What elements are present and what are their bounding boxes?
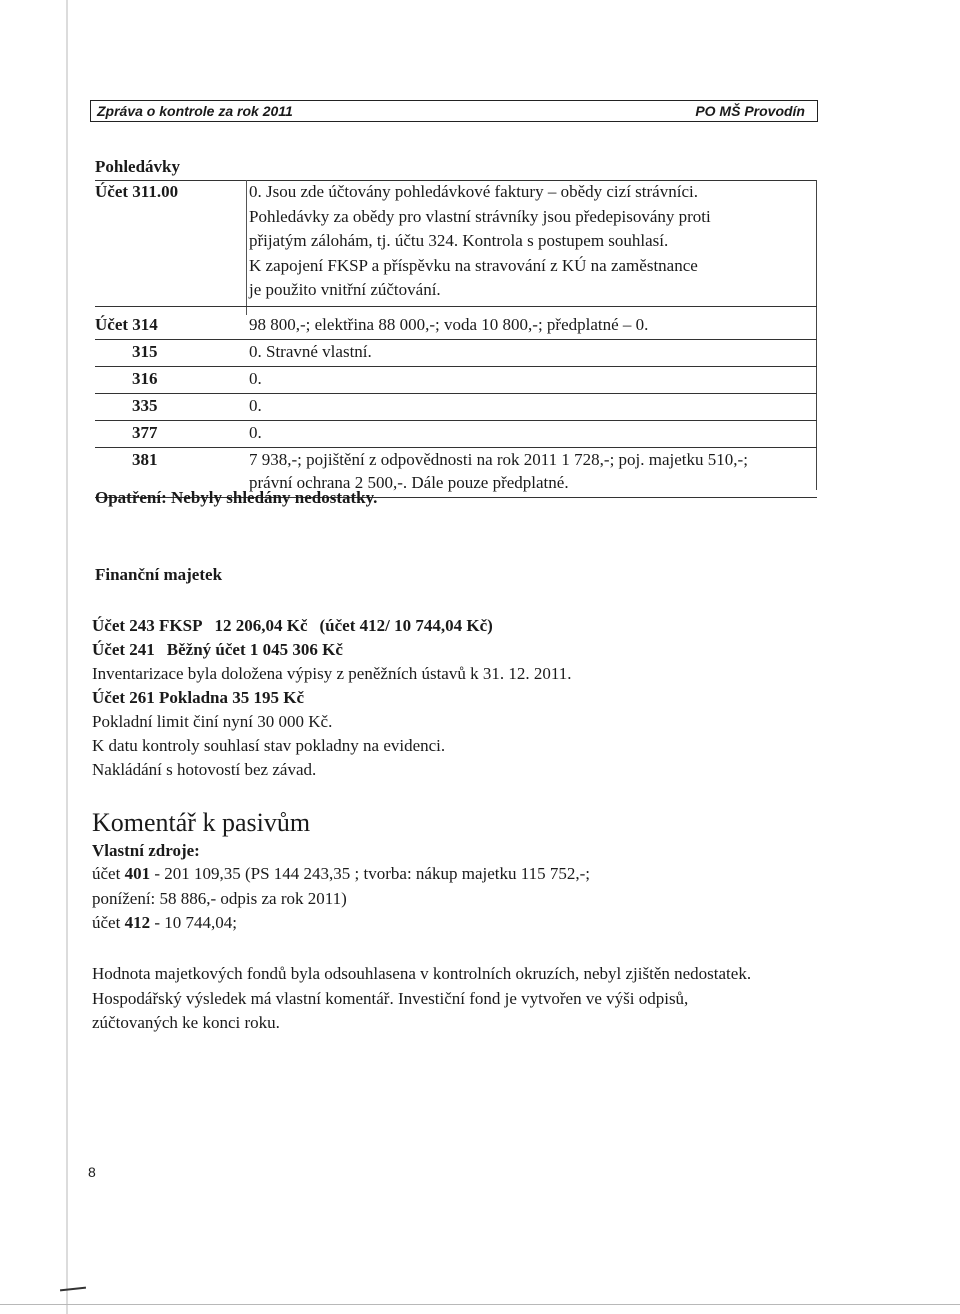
account-number: 335 — [132, 395, 158, 415]
amount: 12 206,04 Kč — [214, 616, 308, 635]
account-number: Účet 311.00 — [95, 182, 179, 201]
description-line: 0. Jsou zde účtovány pohledávkové faktury – obědy cizí strávníci. — [249, 182, 698, 201]
receivables-table — [95, 180, 817, 498]
table-row — [95, 421, 817, 448]
text-line: Hospodářský výsledek má vlastní komentář. Investiční fond je vytvořen ve výši odpisů, — [92, 988, 689, 1008]
page-bottom-line — [0, 1304, 960, 1305]
table-row — [95, 307, 817, 340]
account-number: 381 — [132, 449, 158, 469]
description-line: 7 938,-; pojištění z odpovědnosti na rok 2011 1 728,-; poj. majetku 510,-; — [249, 449, 748, 469]
account-number: 401 — [124, 864, 151, 883]
account-description: 98 800,-; elektřina 88 000,-; voda 10 800,-; předplatné – 0. — [249, 314, 649, 334]
section-title-receivables: Pohledávky — [95, 157, 181, 176]
page-number: 8 — [88, 1164, 96, 1180]
report-title: Zpráva o kontrole za rok 2011 — [97, 103, 293, 119]
measure-statement: Opatření: Nebyly shledány nedostatky. — [95, 488, 378, 507]
text-fragment: - 10 744,04; — [150, 913, 237, 932]
account-number: 316 — [132, 368, 158, 388]
account-description: 0. — [249, 422, 262, 442]
amount-note: (účet 412/ 10 744,04 Kč) — [319, 616, 493, 635]
text-line — [92, 862, 590, 887]
table-row — [95, 180, 817, 307]
description-line: právní ochrana 2 500,-. Dále pouze předplatné. — [249, 472, 569, 492]
account-number: 377 — [132, 422, 158, 442]
organization-name: PO MŠ Provodín — [695, 103, 805, 119]
report-header — [90, 100, 818, 122]
account-number: 315 — [132, 341, 158, 361]
text-fragment: - 201 109,35 (PS 144 243,35 ; tvorba: nákup majetku 115 752,-; — [150, 864, 590, 883]
text-line: zúčtovaných ke konci roku. — [92, 1013, 280, 1032]
text-line: ponížení: 58 886,- odpis za rok 2011) — [92, 888, 347, 908]
subsection-title-own-resources: Vlastní zdroje: — [92, 841, 200, 860]
table-row — [95, 394, 817, 421]
text-line: Inventarizace byla doložena výpisy z peněžních ústavů k 31. 12. 2011. — [92, 664, 572, 683]
table-row — [95, 340, 817, 367]
account-description: 0. Stravné vlastní. — [249, 341, 372, 361]
text-line: Účet 261 Pokladna 35 195 Kč — [92, 688, 305, 707]
text-line: Nakládání s hotovostí bez závad. — [92, 760, 317, 779]
account-number: Účet 314 — [95, 314, 158, 334]
text-line — [92, 638, 571, 662]
section-title-financial-assets: Finanční majetek — [95, 565, 223, 584]
scan-mark — [60, 1287, 86, 1292]
text-line: Pokladní limit činí nyní 30 000 Kč. — [92, 712, 333, 731]
text-line — [92, 614, 571, 638]
account-description — [249, 180, 817, 306]
liabilities-note — [92, 962, 822, 1036]
financial-assets-text — [92, 614, 571, 782]
account-description: 0. — [249, 368, 262, 388]
description-line: Pohledávky za obědy pro vlastní strávníky jsou předepisovány proti — [249, 206, 711, 226]
text-line — [92, 911, 590, 936]
account-label: Účet 243 FKSP — [92, 616, 203, 635]
text-line: K datu kontroly souhlasí stav pokladny na evidenci. — [92, 736, 446, 755]
description-line: K zapojení FKSP a příspěvku na stravování z KÚ na zaměstnance — [249, 255, 698, 275]
account-label: Účet 241 — [92, 640, 155, 659]
description-line: je použito vnitřní zúčtování. — [249, 280, 441, 300]
text-fragment: účet — [92, 864, 125, 883]
description-line: přijatým zálohám, tj. účtu 324. Kontrola s postupem souhlasí. — [249, 231, 669, 251]
account-number: 412 — [124, 913, 151, 932]
text-fragment: účet — [92, 913, 125, 932]
section-title-liabilities: Komentář k pasivům — [92, 808, 311, 837]
own-resources-text — [92, 862, 590, 936]
text-line: Hodnota majetkových fondů byla odsouhlasena v kontrolních okruzích, nebyl zjištěn nedostatek. — [92, 964, 752, 983]
page-edge-shadow — [66, 0, 68, 1314]
account-description: 0. — [249, 395, 262, 415]
table-row — [95, 367, 817, 394]
amount: Běžný účet 1 045 306 Kč — [166, 640, 343, 659]
